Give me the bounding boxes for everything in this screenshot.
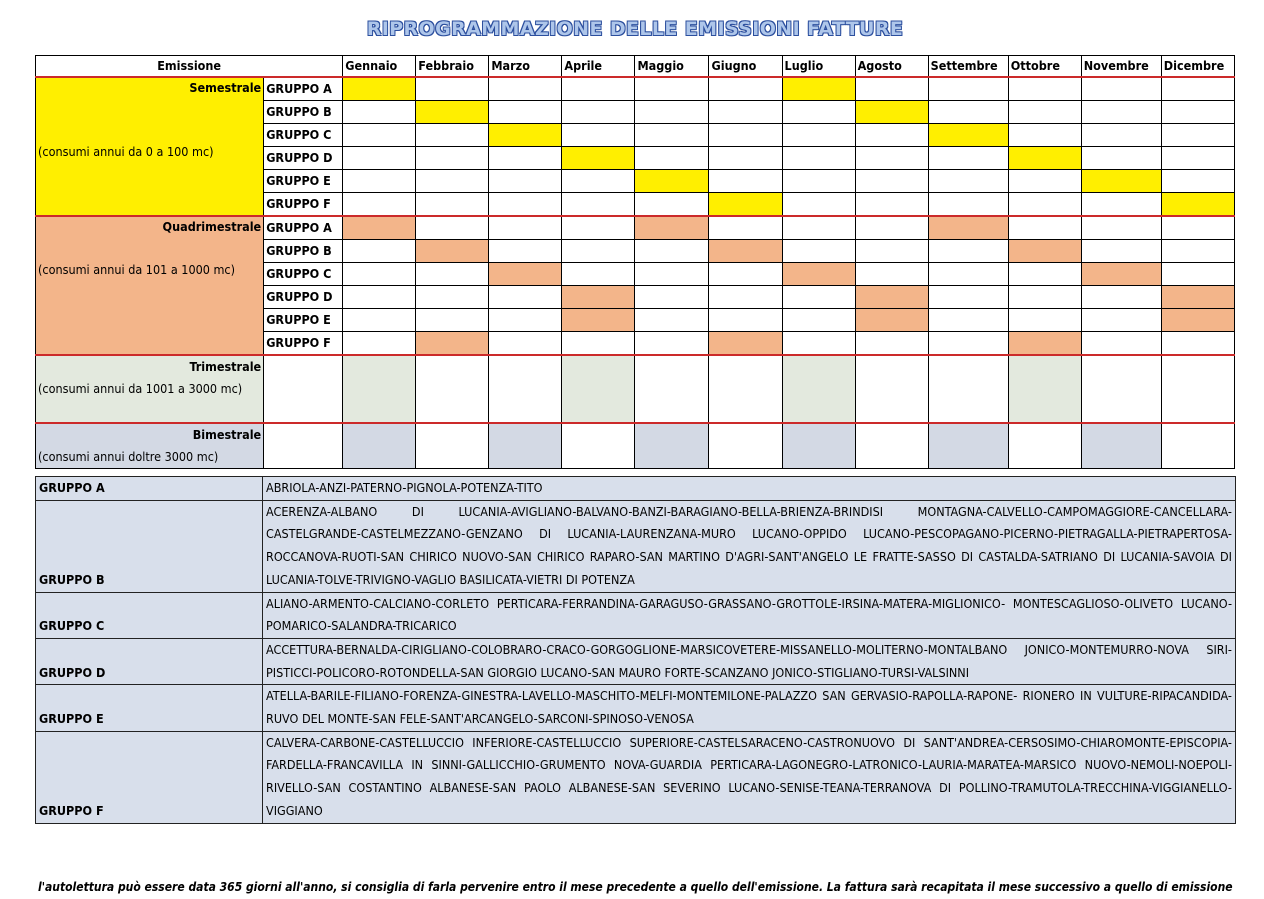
emission-cell bbox=[489, 170, 562, 193]
emission-cell bbox=[782, 286, 855, 309]
emission-cell bbox=[709, 77, 782, 101]
emission-cell bbox=[489, 147, 562, 170]
emission-cell bbox=[635, 193, 709, 217]
group-row bbox=[36, 216, 1235, 240]
month-header: Giugno bbox=[709, 56, 782, 78]
emission-cell bbox=[1008, 286, 1081, 309]
emission-cell-active bbox=[1161, 286, 1234, 309]
emission-cell bbox=[709, 423, 782, 469]
emission-cell bbox=[928, 193, 1008, 217]
emission-cell bbox=[343, 101, 416, 124]
emission-schedule-table bbox=[35, 55, 1235, 469]
emission-cell-active bbox=[928, 124, 1008, 147]
emission-cell bbox=[489, 77, 562, 101]
emission-cell-active bbox=[1081, 263, 1161, 286]
section-label bbox=[36, 423, 264, 469]
emission-cell bbox=[1161, 423, 1234, 469]
emission-cell-active bbox=[709, 332, 782, 356]
emission-cell bbox=[782, 216, 855, 240]
emission-cell bbox=[343, 286, 416, 309]
emission-cell bbox=[782, 193, 855, 217]
emission-cell bbox=[416, 77, 489, 101]
emission-cell bbox=[855, 423, 928, 469]
group-municipalities: CALVERA-CARBONE-CASTELLUCCIO INFERIORE-CASTELLUCCIO SUPERIORE-CASTELSARACENO-CASTRONUOVO DI SANT'ANDREA-CERSOSIMO-CHIAROMONTE-EPISCOPIA-FARDELLA-FRANCAVILLA IN SINNI-GALLICCHIO-GRUMENTO NOVA-GUARDIA PERTICARA-LAGONEGRO-LATRONICO-LAURIA-MARATEA-MARSICO NUOVO-NEMOLI-NOEPOLI-RIVELLO-SAN COSTANTINO ALBANESE-SAN PAOLO ALBANESE-SAN SEVERINO LUCANO-SENISE-TEANA-TERRANOVA DI POLLINO-TRAMUTOLA-TRECCHINA-VIGGIANELLO-VIGGIANO bbox=[263, 731, 1236, 823]
emission-cell bbox=[489, 240, 562, 263]
emission-cell bbox=[1161, 147, 1234, 170]
emission-cell-active bbox=[562, 355, 635, 423]
emission-cell bbox=[562, 423, 635, 469]
section-label bbox=[36, 77, 264, 216]
emission-cell bbox=[855, 147, 928, 170]
emission-cell bbox=[562, 124, 635, 147]
section-title: Bimestrale bbox=[192, 427, 262, 442]
emission-cell-active bbox=[855, 309, 928, 332]
emission-cell bbox=[1008, 263, 1081, 286]
emission-cell bbox=[416, 216, 489, 240]
group-name: GRUPPO C bbox=[264, 124, 343, 147]
emission-cell bbox=[1008, 423, 1081, 469]
section-row bbox=[36, 355, 1235, 423]
emission-cell bbox=[855, 124, 928, 147]
emission-cell bbox=[562, 101, 635, 124]
month-header: Febbraio bbox=[416, 56, 489, 78]
emission-cell-active bbox=[489, 423, 562, 469]
emission-cell bbox=[1008, 170, 1081, 193]
emission-cell bbox=[416, 170, 489, 193]
emission-cell bbox=[1081, 147, 1161, 170]
emission-cell bbox=[416, 309, 489, 332]
emission-cell bbox=[709, 263, 782, 286]
emission-cell-active bbox=[1161, 309, 1234, 332]
group-name: GRUPPO D bbox=[264, 286, 343, 309]
emission-cell bbox=[635, 332, 709, 356]
group-name: GRUPPO E bbox=[264, 170, 343, 193]
emission-cell bbox=[416, 147, 489, 170]
emission-cell bbox=[343, 170, 416, 193]
emission-cell-active bbox=[562, 147, 635, 170]
emission-cell-active bbox=[635, 423, 709, 469]
emission-cell bbox=[1081, 216, 1161, 240]
emission-cell bbox=[855, 263, 928, 286]
emission-cell bbox=[635, 309, 709, 332]
emission-cell bbox=[1008, 216, 1081, 240]
emission-cell bbox=[1081, 77, 1161, 101]
emission-cell bbox=[1008, 101, 1081, 124]
group-list-name: GRUPPO D bbox=[36, 638, 263, 684]
emission-cell bbox=[1161, 263, 1234, 286]
emission-cell-active bbox=[416, 332, 489, 356]
emission-cell-active bbox=[635, 216, 709, 240]
emission-cell bbox=[343, 147, 416, 170]
group-list-row bbox=[36, 638, 1236, 684]
emission-cell-active bbox=[1008, 355, 1081, 423]
emission-cell bbox=[855, 332, 928, 356]
emission-cell bbox=[1161, 332, 1234, 356]
emission-cell bbox=[489, 193, 562, 217]
emission-cell bbox=[343, 240, 416, 263]
group-name: GRUPPO B bbox=[264, 101, 343, 124]
emission-header: Emissione bbox=[36, 56, 343, 78]
emission-cell bbox=[928, 309, 1008, 332]
emission-cell bbox=[562, 263, 635, 286]
emission-cell bbox=[928, 355, 1008, 423]
emission-cell-active bbox=[635, 170, 709, 193]
group-name: GRUPPO D bbox=[264, 147, 343, 170]
emission-cell bbox=[1081, 193, 1161, 217]
emission-cell-active bbox=[782, 355, 855, 423]
emission-cell-active bbox=[928, 423, 1008, 469]
emission-cell bbox=[489, 332, 562, 356]
emission-cell bbox=[416, 193, 489, 217]
group-list-row bbox=[36, 685, 1236, 731]
emission-cell-active bbox=[782, 423, 855, 469]
emission-cell bbox=[416, 423, 489, 469]
emission-cell-active bbox=[343, 77, 416, 101]
emission-cell-active bbox=[562, 309, 635, 332]
group-list-name: GRUPPO B bbox=[36, 500, 263, 592]
emission-cell bbox=[855, 170, 928, 193]
month-header: Gennaio bbox=[343, 56, 416, 78]
emission-cell bbox=[1008, 193, 1081, 217]
emission-cell bbox=[928, 147, 1008, 170]
emission-cell bbox=[1081, 240, 1161, 263]
emission-cell bbox=[782, 147, 855, 170]
emission-cell bbox=[709, 124, 782, 147]
emission-cell bbox=[489, 286, 562, 309]
emission-cell bbox=[928, 263, 1008, 286]
emission-cell-active bbox=[1008, 147, 1081, 170]
emission-cell bbox=[1008, 124, 1081, 147]
emission-cell bbox=[928, 240, 1008, 263]
emission-cell bbox=[416, 124, 489, 147]
emission-cell bbox=[1161, 355, 1234, 423]
emission-cell bbox=[855, 355, 928, 423]
group-list-name: GRUPPO C bbox=[36, 592, 263, 638]
emission-cell bbox=[709, 355, 782, 423]
emission-cell bbox=[1161, 170, 1234, 193]
group-municipalities: ACERENZA-ALBANO DI LUCANIA-AVIGLIANO-BALVANO-BANZI-BARAGIANO-BELLA-BRIENZA-BRINDISI MONTAGNA-CALVELLO-CAMPOMAGGIORE-CANCELLARA-CASTELGRANDE-CASTELMEZZANO-GENZANO DI LUCANIA-LAURENZANA-MURO LUCANO-OPPIDO LUCANO-PESCOPAGANO-PICERNO-PIETRAGALLA-PIETRAPERTOSA-ROCCANOVA-RUOTI-SAN CHIRICO NUOVO-SAN CHIRICO RAPARO-SAN MARTINO D'AGRI-SANT'ANGELO LE FRATTE-SASSO DI CASTALDA-SATRIANO DI LUCANIA-SAVOIA DI LUCANIA-TOLVE-TRIVIGNO-VAGLIO BASILICATA-VIETRI DI POTENZA bbox=[263, 500, 1236, 592]
emission-cell-active bbox=[343, 216, 416, 240]
section-title: Semestrale bbox=[189, 80, 262, 95]
emission-cell bbox=[635, 101, 709, 124]
emission-cell bbox=[562, 77, 635, 101]
month-header: Agosto bbox=[855, 56, 928, 78]
emission-cell bbox=[562, 193, 635, 217]
month-header: Settembre bbox=[928, 56, 1008, 78]
month-header: Maggio bbox=[635, 56, 709, 78]
month-header: Dicembre bbox=[1161, 56, 1234, 78]
emission-cell bbox=[416, 355, 489, 423]
section-title: Quadrimestrale bbox=[162, 219, 262, 234]
group-municipalities: ATELLA-BARILE-FILIANO-FORENZA-GINESTRA-LAVELLO-MASCHITO-MELFI-MONTEMILONE-PALAZZO SAN GERVASIO-RAPOLLA-RAPONE- RIONERO IN VULTURE-RIPACANDIDA-RUVO DEL MONTE-SAN FELE-SANT'ARCANGELO-SARCONI-SPINOSO-VENOSA bbox=[263, 685, 1236, 731]
section-label bbox=[36, 355, 264, 423]
emission-cell bbox=[562, 240, 635, 263]
emission-cell bbox=[928, 170, 1008, 193]
page-title: RIPROGRAMMAZIONE DELLE EMISSIONI FATTURE bbox=[366, 18, 904, 40]
emission-cell bbox=[782, 170, 855, 193]
emission-cell bbox=[1161, 240, 1234, 263]
section-label bbox=[36, 216, 264, 355]
group-list-name: GRUPPO A bbox=[36, 477, 263, 501]
emission-cell bbox=[782, 124, 855, 147]
emission-cell bbox=[709, 309, 782, 332]
emission-cell bbox=[489, 309, 562, 332]
emission-cell-active bbox=[928, 216, 1008, 240]
emission-cell-active bbox=[709, 240, 782, 263]
emission-cell-active bbox=[416, 240, 489, 263]
emission-cell-active bbox=[1081, 423, 1161, 469]
emission-cell bbox=[1008, 77, 1081, 101]
group-name: GRUPPO B bbox=[264, 240, 343, 263]
emission-cell bbox=[562, 332, 635, 356]
emission-cell bbox=[343, 263, 416, 286]
emission-cell bbox=[635, 124, 709, 147]
section-row bbox=[36, 423, 1235, 469]
group-name: GRUPPO A bbox=[264, 216, 343, 240]
emission-cell bbox=[709, 101, 782, 124]
emission-cell bbox=[855, 240, 928, 263]
emission-cell-active bbox=[489, 124, 562, 147]
section-subtitle: (consumi annui da 0 a 100 mc) bbox=[38, 144, 214, 159]
month-header: Ottobre bbox=[1008, 56, 1081, 78]
emission-cell-active bbox=[1008, 332, 1081, 356]
emission-cell bbox=[343, 332, 416, 356]
section-subtitle: (consumi annui doltre 3000 mc) bbox=[38, 449, 219, 464]
group-municipalities: ALIANO-ARMENTO-CALCIANO-CORLETO PERTICARA-FERRANDINA-GARAGUSO-GRASSANO-GROTTOLE-IRSINA-MATERA-MIGLIONICO- MONTESCAGLIOSO-OLIVETO LUCANO-POMARICO-SALANDRA-TRICARICO bbox=[263, 592, 1236, 638]
group-list-name: GRUPPO F bbox=[36, 731, 263, 823]
month-header: Aprile bbox=[562, 56, 635, 78]
emission-cell bbox=[635, 240, 709, 263]
emission-cell-active bbox=[343, 423, 416, 469]
emission-cell-active bbox=[1081, 170, 1161, 193]
group-list-row bbox=[36, 477, 1236, 501]
emission-cell bbox=[1161, 124, 1234, 147]
section-subtitle: (consumi annui da 1001 a 3000 mc) bbox=[38, 381, 243, 396]
group-row bbox=[36, 77, 1235, 101]
emission-cell bbox=[1161, 216, 1234, 240]
emission-cell bbox=[416, 286, 489, 309]
emission-cell bbox=[855, 77, 928, 101]
emission-cell-active bbox=[343, 355, 416, 423]
emission-cell bbox=[782, 101, 855, 124]
emission-cell-active bbox=[489, 263, 562, 286]
emission-cell bbox=[343, 193, 416, 217]
emission-cell bbox=[782, 309, 855, 332]
emission-cell bbox=[1161, 77, 1234, 101]
emission-cell-active bbox=[782, 263, 855, 286]
group-list-row bbox=[36, 731, 1236, 823]
group-name: GRUPPO A bbox=[264, 77, 343, 101]
emission-cell bbox=[489, 216, 562, 240]
emission-cell-active bbox=[855, 101, 928, 124]
emission-cell bbox=[782, 332, 855, 356]
group-list-row bbox=[36, 592, 1236, 638]
emission-cell bbox=[489, 355, 562, 423]
group-name: GRUPPO F bbox=[264, 193, 343, 217]
group-municipalities: ABRIOLA-ANZI-PATERNO-PIGNOLA-POTENZA-TITO bbox=[263, 477, 1236, 501]
emission-cell bbox=[709, 286, 782, 309]
emission-cell bbox=[1081, 101, 1161, 124]
group-name: GRUPPO F bbox=[264, 332, 343, 356]
emission-cell-active bbox=[709, 193, 782, 217]
emission-cell bbox=[855, 216, 928, 240]
group-list-name: GRUPPO E bbox=[36, 685, 263, 731]
group-name-empty bbox=[264, 423, 343, 469]
emission-cell bbox=[416, 263, 489, 286]
group-municipalities: ACCETTURA-BERNALDA-CIRIGLIANO-COLOBRARO-CRACO-GORGOGLIONE-MARSICOVETERE-MISSANELLO-MOLITERNO-MONTALBANO JONICO-MONTEMURRO-NOVA SIRI-PISTICCI-POLICORO-ROTONDELLA-SAN GIORGIO LUCANO-SAN MAURO FORTE-SCANZANO JONICO-STIGLIANO-TURSI-VALSINNI bbox=[263, 638, 1236, 684]
emission-cell bbox=[343, 309, 416, 332]
emission-cell bbox=[489, 101, 562, 124]
emission-cell bbox=[1081, 309, 1161, 332]
emission-cell-active bbox=[855, 286, 928, 309]
emission-cell-active bbox=[562, 286, 635, 309]
emission-cell bbox=[928, 286, 1008, 309]
emission-cell bbox=[709, 216, 782, 240]
group-name: GRUPPO C bbox=[264, 263, 343, 286]
month-header: Marzo bbox=[489, 56, 562, 78]
emission-cell bbox=[1081, 332, 1161, 356]
groups-municipalities-table bbox=[35, 476, 1236, 824]
emission-cell bbox=[709, 170, 782, 193]
group-name-empty bbox=[264, 355, 343, 423]
emission-cell bbox=[635, 77, 709, 101]
emission-cell bbox=[635, 286, 709, 309]
emission-cell bbox=[928, 332, 1008, 356]
group-name: GRUPPO E bbox=[264, 309, 343, 332]
section-subtitle: (consumi annui da 101 a 1000 mc) bbox=[38, 262, 235, 277]
schedule-header-row bbox=[36, 56, 1235, 78]
footnote: l'autolettura può essere data 365 giorni all'anno, si consiglia di farla pervenire entro il mese precedente a quello dell'emissione. La fattura sarà recapitata il mese successivo a quello di emissione bbox=[38, 880, 1233, 894]
emission-cell bbox=[855, 193, 928, 217]
month-header: Luglio bbox=[782, 56, 855, 78]
emission-cell bbox=[1008, 309, 1081, 332]
emission-cell bbox=[635, 147, 709, 170]
emission-cell bbox=[562, 170, 635, 193]
emission-cell bbox=[1081, 355, 1161, 423]
emission-cell-active bbox=[782, 77, 855, 101]
emission-cell bbox=[1161, 101, 1234, 124]
emission-cell-active bbox=[1161, 193, 1234, 217]
emission-cell bbox=[343, 124, 416, 147]
emission-cell-active bbox=[1008, 240, 1081, 263]
emission-cell bbox=[562, 216, 635, 240]
emission-cell-active bbox=[416, 101, 489, 124]
emission-cell bbox=[635, 263, 709, 286]
emission-cell bbox=[709, 147, 782, 170]
emission-cell bbox=[635, 355, 709, 423]
emission-cell bbox=[1081, 124, 1161, 147]
emission-cell bbox=[782, 240, 855, 263]
emission-cell bbox=[1081, 286, 1161, 309]
emission-cell bbox=[928, 101, 1008, 124]
emission-cell bbox=[928, 77, 1008, 101]
group-list-row bbox=[36, 500, 1236, 592]
section-title: Trimestrale bbox=[189, 359, 262, 374]
month-header: Novembre bbox=[1081, 56, 1161, 78]
